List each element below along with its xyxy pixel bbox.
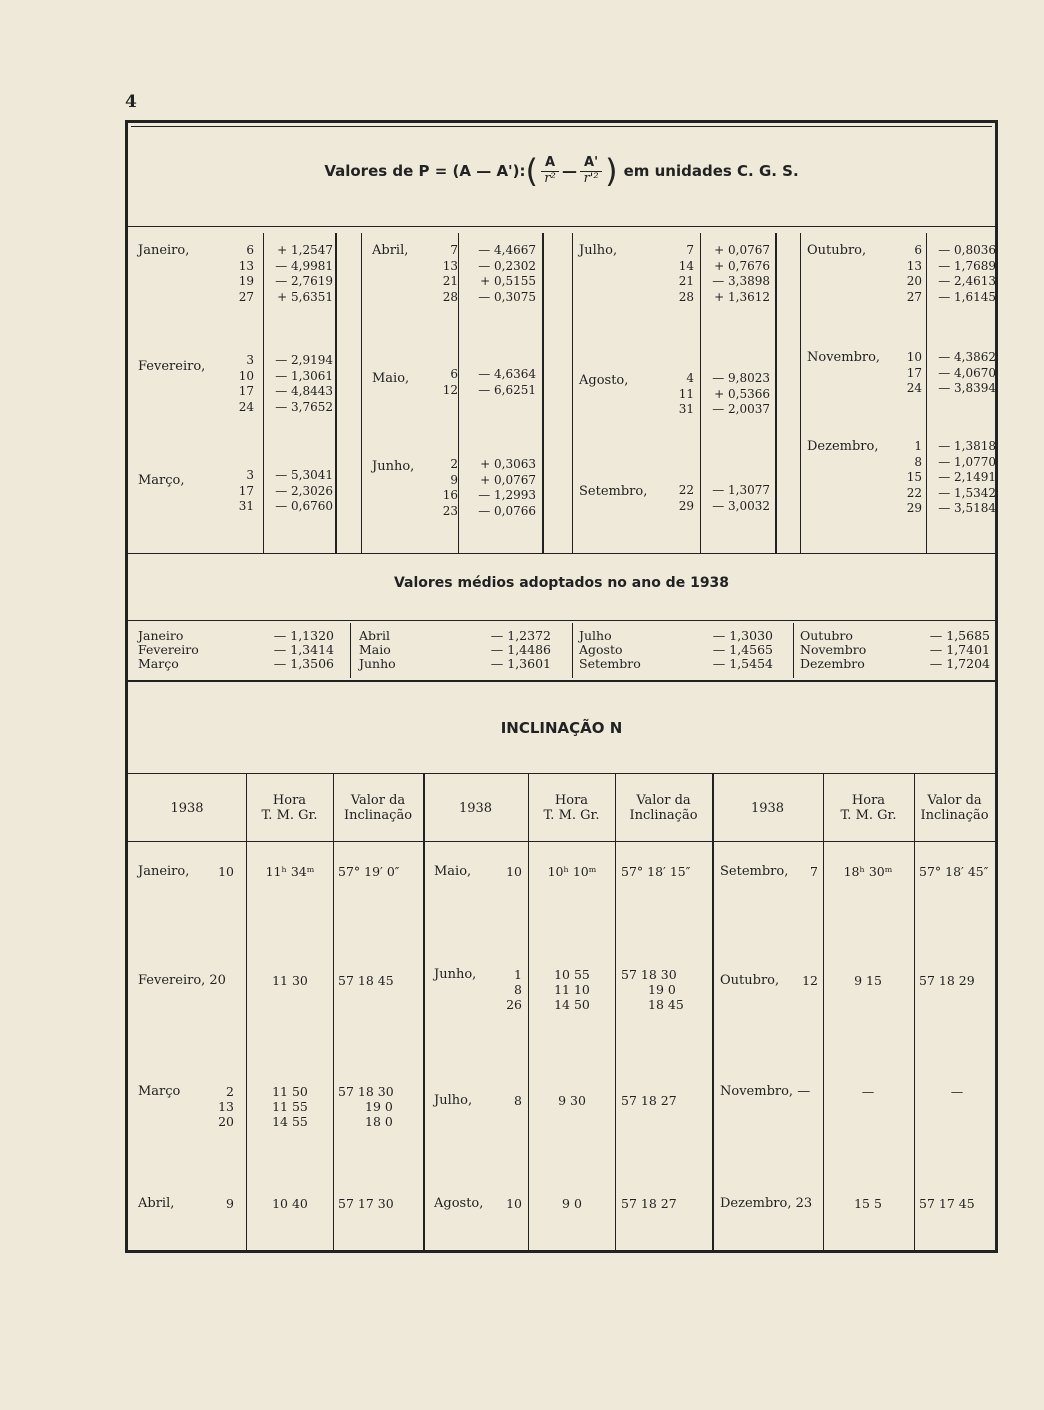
title-prefix: Valores de P = (A — A'): — [324, 162, 526, 180]
label-agosto: Agosto, — [579, 373, 629, 388]
page-number: 4 — [125, 92, 137, 112]
header-year-2: 1938 — [458, 801, 493, 816]
averages-title: Valores médios adoptados no ano de 1938 — [393, 575, 730, 591]
header-valor-1: Valor da Inclinação — [343, 793, 413, 823]
incl-julho-time: 9 30 — [558, 1093, 586, 1108]
averages-months-q2: Abril Maio Junho — [359, 628, 396, 671]
incl-setembro-value: 57° 18′ 45″ — [919, 864, 989, 879]
incl-fevereiro-time: 11 30 — [272, 973, 308, 988]
averages-months-q4: Outubro Novembro Dezembro — [800, 628, 867, 671]
values-marco: — 5,3041 — 2,3026 — 0,6760 — [275, 468, 333, 513]
label-setembro: Setembro, — [579, 484, 648, 499]
title-suffix: em unidades C. G. S. — [623, 162, 799, 180]
values-julho: + 0,0767 + 0,7676 — 3,3898 + 1,3612 — [712, 243, 770, 304]
values-janeiro: + 1,2547 — 4,9981 — 2,7619 + 5,6351 — [275, 243, 333, 304]
days-janeiro: 6 13 19 27 — [238, 243, 254, 304]
header-hora-3: Hora T. M. Gr. — [840, 793, 897, 823]
p-values-title: Valores de P = (A — A'): ( $\frac{A}{\text{r²}}$ — $\frac{A'}{\text{r'²}}$ ) em unidades C. G. S. — [324, 152, 799, 190]
averages-values-q2: — 1,2372 — 1,4486 — 1,3601 — [490, 628, 551, 671]
label-abril: Abril, — [372, 243, 409, 258]
incl-outubro-label: Outubro, — [720, 973, 780, 988]
label-junho: Junho, — [372, 459, 415, 474]
days-setembro: 22 29 — [678, 483, 694, 513]
days-agosto: 4 11 31 — [678, 371, 694, 416]
days-outubro: 6 13 20 27 — [906, 243, 922, 304]
incl-marco-days: 2 13 20 — [218, 1084, 234, 1129]
frac-a-prime-numerator: A' — [580, 156, 602, 172]
incl-janeiro-label: Janeiro, — [138, 864, 190, 879]
incl-maio-time: 10ʰ 10ᵐ — [547, 864, 597, 879]
label-novembro: Novembro, — [807, 350, 881, 365]
values-maio: — 4,6364 — 6,6251 — [478, 367, 536, 397]
header-valor-2: Valor da Inclinação — [629, 793, 698, 823]
incl-setembro-time: 18ʰ 30ᵐ — [843, 864, 893, 879]
incl-agosto-value: 57 18 27 — [621, 1196, 677, 1211]
incl-abril-value: 57 17 30 — [338, 1196, 394, 1211]
incl-novembro-label: Novembro, — — [720, 1084, 811, 1099]
incl-maio-label: Maio, — [434, 864, 472, 879]
fraction-a-prime — [580, 156, 602, 187]
frac-a-denominator: r² — [544, 170, 556, 186]
values-fevereiro: — 2,9194 — 1,3061 — 4,8443 — 3,7652 — [275, 353, 333, 414]
minus-sign: — — [562, 162, 578, 180]
days-maio: 6 12 — [442, 367, 458, 397]
label-marco: Março, — [138, 473, 185, 488]
averages-values-q1: — 1,1320 — 1,3414 — 1,3506 — [273, 628, 334, 671]
incl-junho-label: Junho, — [434, 967, 477, 982]
days-novembro: 10 17 24 — [906, 350, 922, 395]
incl-julho-value: 57 18 27 — [621, 1093, 677, 1108]
incl-janeiro-day: 10 — [218, 864, 234, 879]
header-year-1: 1938 — [170, 801, 204, 816]
label-julho: Julho, — [579, 243, 618, 258]
header-valor-3: Valor da Inclinação — [920, 793, 989, 823]
inclination-title: INCLINAÇÃO N — [500, 719, 623, 737]
label-outubro: Outubro, — [807, 243, 867, 258]
days-fevereiro: 3 10 17 24 — [238, 353, 254, 414]
incl-outubro-day: 12 — [802, 973, 818, 988]
days-junho: 2 9 16 23 — [442, 457, 458, 518]
label-dezembro: Dezembro, — [807, 439, 879, 454]
incl-agosto-time: 9 0 — [562, 1196, 582, 1211]
incl-setembro-day: 7 — [810, 864, 818, 879]
header-hora-1: Hora T. M. Gr. — [261, 793, 318, 823]
incl-agosto-label: Agosto, — [434, 1196, 484, 1211]
table-frame — [125, 120, 998, 1253]
label-fevereiro: Fevereiro, — [138, 359, 206, 374]
fraction-a — [541, 156, 559, 187]
incl-novembro-time: — — [861, 1084, 875, 1099]
incl-dezembro-label: Dezembro, 23 — [720, 1196, 813, 1211]
values-setembro: — 1,3077 — 3,0032 — [712, 483, 770, 513]
incl-marco-values: 57 18 30 19 0 18 0 — [338, 1084, 394, 1129]
values-dezembro: — 1,3818 — 1,0770 — 2,1491 — 1,5342 — 3,5184 — [938, 439, 996, 515]
incl-marco-label: Março — [138, 1084, 181, 1099]
label-maio: Maio, — [372, 371, 410, 386]
days-julho: 7 14 21 28 — [678, 243, 694, 304]
averages-values-q3: — 1,3030 — 1,4565 — 1,5454 — [712, 628, 773, 671]
incl-julho-label: Julho, — [434, 1093, 473, 1108]
label-janeiro: Janeiro, — [138, 243, 190, 258]
incl-fevereiro-label: Fevereiro, 20 — [138, 973, 226, 988]
incl-junho-days: 1 8 26 — [506, 967, 522, 1012]
incl-janeiro-time: 11ʰ 34ᵐ — [265, 864, 315, 879]
incl-junho-times: 10 55 11 10 14 50 — [554, 967, 590, 1012]
incl-fevereiro-value: 57 18 45 — [338, 973, 394, 988]
days-abril: 7 13 21 28 — [442, 243, 458, 304]
incl-janeiro-value: 57° 19′ 0″ — [338, 864, 400, 879]
averages-months-q3: Julho Agosto Setembro — [579, 628, 641, 671]
header-hora-2: Hora T. M. Gr. — [543, 793, 600, 823]
incl-dezembro-time: 15 5 — [854, 1196, 882, 1211]
incl-maio-day: 10 — [506, 864, 522, 879]
values-outubro: — 0,8036 — 1,7689 — 2,4613 — 1,6145 — [938, 243, 996, 304]
incl-agosto-day: 10 — [506, 1196, 522, 1211]
header-year-3: 1938 — [750, 801, 785, 816]
values-abril: — 4,4667 — 0,2302 + 0,5155 — 0,3075 — [478, 243, 536, 304]
incl-abril-label: Abril, — [138, 1196, 175, 1211]
incl-abril-day: 9 — [226, 1196, 234, 1211]
incl-outubro-time: 9 15 — [854, 973, 882, 988]
frac-a-prime-denominator: r'² — [583, 170, 599, 186]
values-novembro: — 4,3862 — 4,0670 — 3,8394 — [938, 350, 996, 395]
days-marco: 3 17 31 — [238, 468, 254, 513]
values-junho: + 0,3063 + 0,0767 — 1,2993 — 0,0766 — [478, 457, 536, 518]
incl-junho-values: 57 18 30 19 0 18 45 — [621, 967, 684, 1012]
averages-values-q4: — 1,5685 — 1,7401 — 1,7204 — [929, 628, 990, 671]
frac-a-numerator: A — [541, 156, 559, 172]
incl-novembro-value: — — [950, 1084, 964, 1099]
incl-maio-value: 57° 18′ 15″ — [621, 864, 691, 879]
incl-julho-day: 8 — [514, 1093, 522, 1108]
incl-dezembro-value: 57 17 45 — [919, 1196, 975, 1211]
values-agosto: — 9,8023 + 0,5366 — 2,0037 — [712, 371, 770, 416]
rule — [128, 226, 995, 227]
incl-setembro-label: Setembro, — [720, 864, 789, 879]
incl-marco-times: 11 50 11 55 14 55 — [272, 1084, 308, 1129]
days-dezembro: 1 8 15 22 29 — [906, 439, 922, 515]
incl-abril-time: 10 40 — [272, 1196, 308, 1211]
averages-months-q1: Janeiro Fevereiro Março — [138, 628, 199, 671]
incl-outubro-value: 57 18 29 — [919, 973, 975, 988]
